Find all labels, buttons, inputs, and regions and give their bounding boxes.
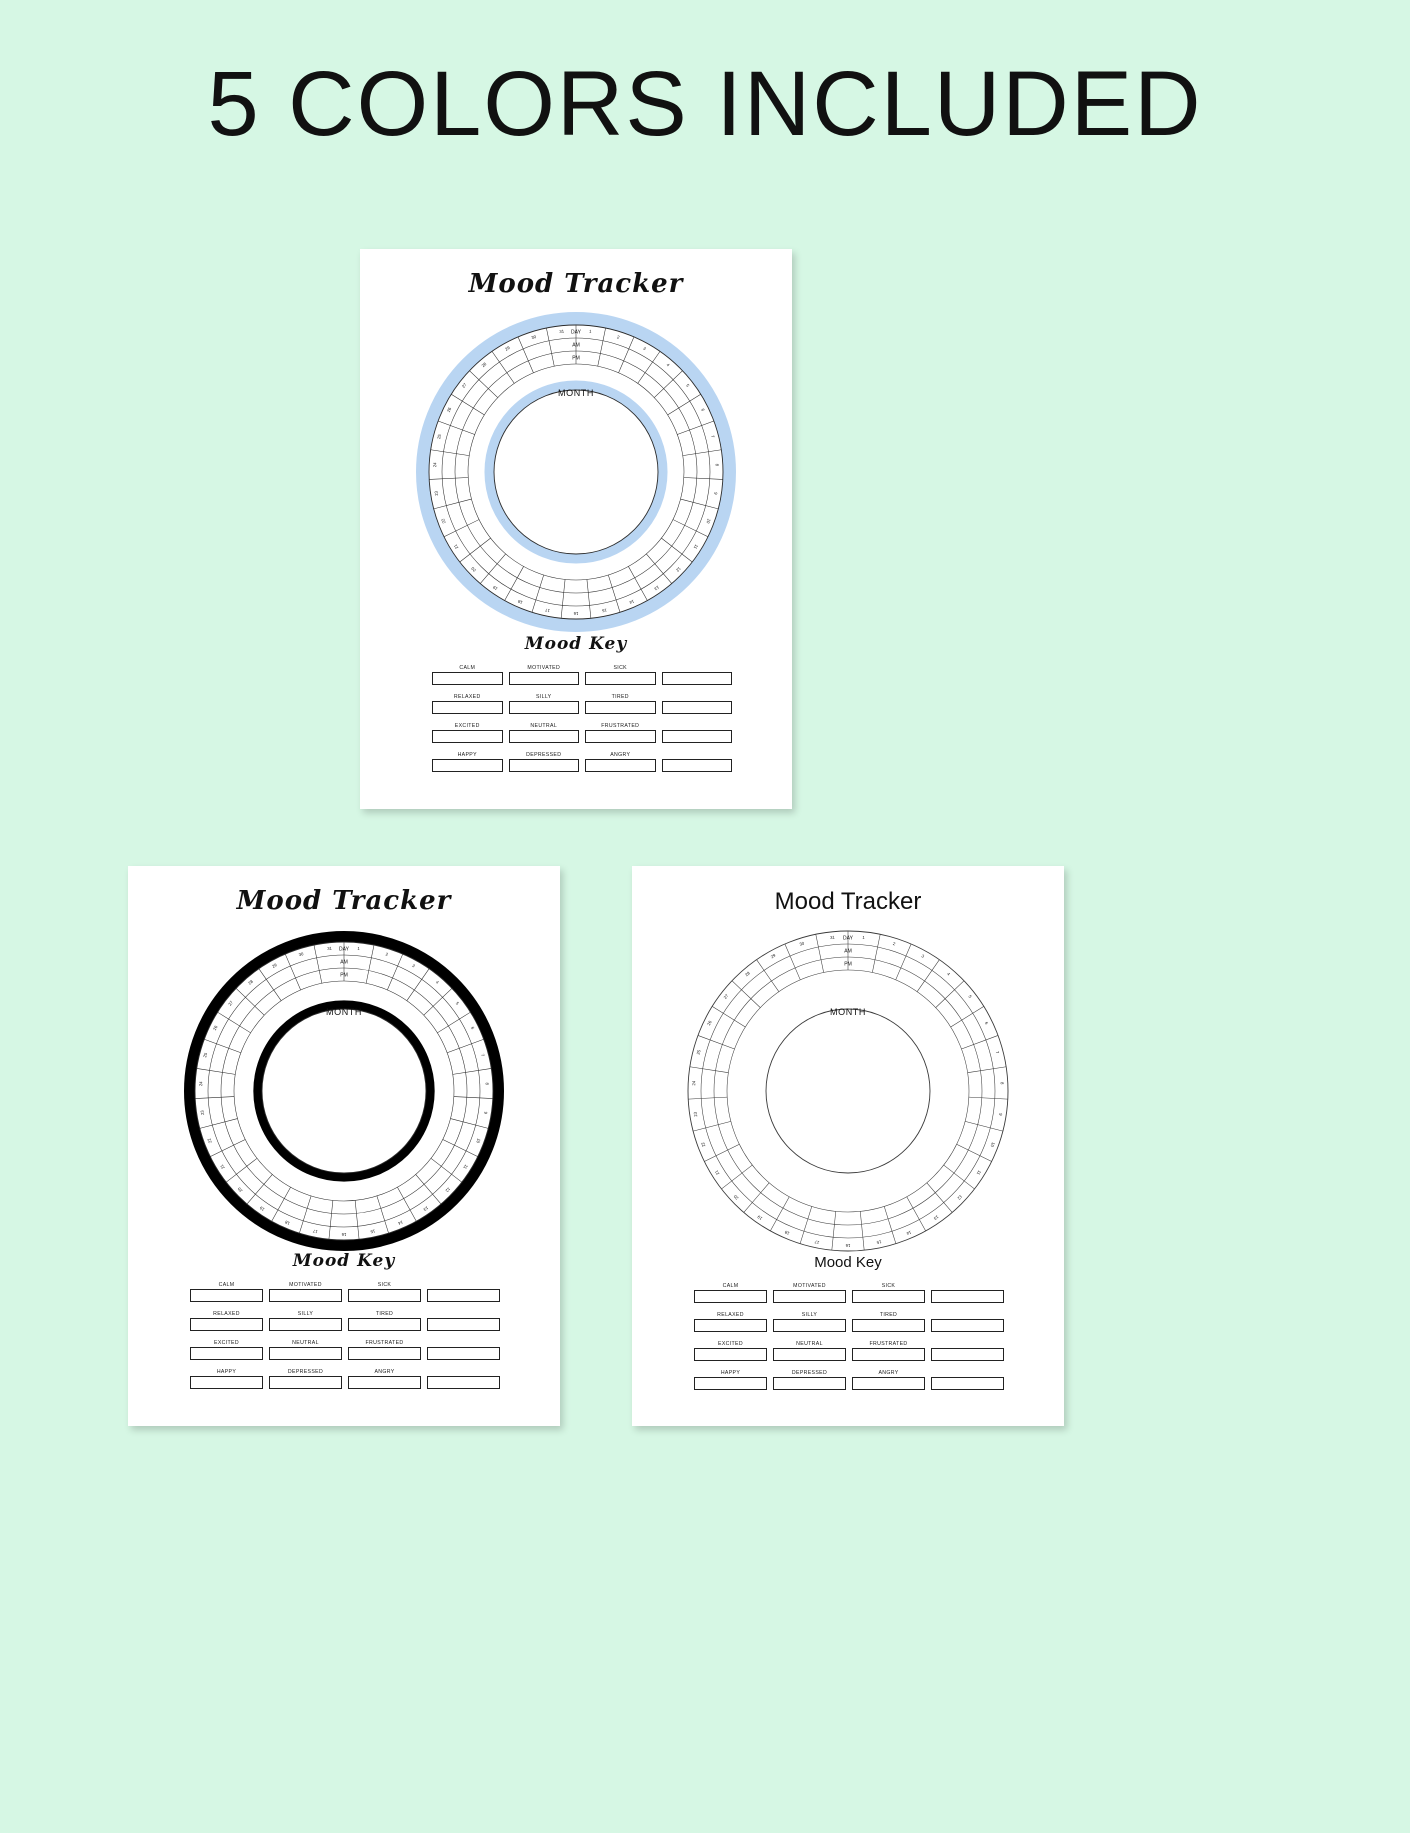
mood-tracker-sheet-blue — [360, 249, 792, 809]
mood-wheel — [683, 926, 1013, 1256]
mood-key-label: SILLY — [297, 1311, 314, 1317]
svg-text:DAY: DAY — [571, 329, 581, 336]
svg-text:AM: AM — [340, 959, 348, 966]
mood-key-label: DEPRESSED — [526, 752, 562, 758]
mood-key-color-box[interactable] — [427, 1376, 500, 1389]
svg-text:13: 13 — [422, 1205, 430, 1213]
svg-text:12: 12 — [956, 1193, 964, 1201]
mood-key-item — [773, 1311, 846, 1332]
mood-key-item — [694, 1340, 767, 1361]
mood-key-label: FRUSTRATED — [601, 723, 640, 729]
mood-key-label: RELAXED — [213, 1311, 240, 1317]
mood-key-label: RELAXED — [453, 694, 481, 700]
svg-text:6: 6 — [469, 1025, 476, 1031]
svg-text:PM: PM — [340, 972, 348, 979]
mood-wheel — [179, 926, 509, 1256]
svg-text:9: 9 — [483, 1111, 489, 1115]
mood-key-label: ANGRY — [374, 1369, 395, 1375]
svg-text:17: 17 — [814, 1239, 820, 1246]
mood-key-item — [694, 1369, 767, 1390]
svg-text:29: 29 — [769, 952, 777, 960]
mood-key-color-box[interactable] — [190, 1289, 263, 1302]
mood-key-color-box[interactable] — [269, 1318, 342, 1331]
svg-text:30: 30 — [530, 334, 537, 341]
svg-text:AM: AM — [844, 948, 852, 955]
mood-key-color-box[interactable] — [694, 1290, 767, 1303]
mood-key-label: FRUSTRATED — [869, 1341, 908, 1347]
svg-text:27: 27 — [460, 382, 468, 389]
svg-text:22: 22 — [206, 1137, 213, 1144]
mood-key-item — [662, 693, 733, 714]
month-label: MONTH — [830, 1007, 866, 1017]
svg-text:28: 28 — [480, 361, 488, 369]
svg-text:20: 20 — [470, 566, 477, 573]
svg-text:27: 27 — [722, 993, 730, 1000]
mood-key-label: ANGRY — [878, 1370, 899, 1376]
svg-text:17: 17 — [312, 1228, 318, 1235]
svg-text:DAY: DAY — [843, 935, 853, 942]
mood-key-item — [773, 1340, 846, 1361]
mood-tracker-sheet-plain — [632, 866, 1064, 1426]
mood-key-label: MOTIVATED — [793, 1283, 826, 1289]
svg-text:13: 13 — [653, 584, 661, 592]
svg-text:19: 19 — [756, 1214, 764, 1222]
mood-key-item — [931, 1282, 1004, 1303]
svg-text:21: 21 — [452, 543, 460, 551]
mood-key-color-box[interactable] — [662, 759, 733, 772]
mood-key-title: Mood Key — [814, 1254, 882, 1271]
svg-text:14: 14 — [397, 1219, 404, 1226]
mood-key-item — [190, 1339, 263, 1360]
month-label: MONTH — [558, 388, 594, 398]
mood-key-color-box[interactable] — [427, 1289, 500, 1302]
svg-text:17: 17 — [544, 607, 551, 614]
mood-wheel-svg — [683, 926, 1013, 1256]
svg-text:12: 12 — [444, 1186, 452, 1194]
mood-key-label: EXCITED — [454, 723, 480, 729]
svg-text:23: 23 — [199, 1110, 206, 1116]
mood-key-item — [931, 1369, 1004, 1390]
mood-key-color-box[interactable] — [852, 1348, 925, 1361]
svg-text:9: 9 — [997, 1112, 1004, 1116]
svg-text:3: 3 — [642, 345, 647, 352]
mood-key-color-box[interactable] — [348, 1376, 421, 1389]
svg-text:4: 4 — [946, 971, 952, 977]
mood-key-color-box[interactable] — [662, 701, 733, 714]
sheet-title: Mood Tracker — [774, 888, 922, 915]
mood-key-grid — [190, 1281, 500, 1389]
svg-text:16: 16 — [845, 1242, 851, 1248]
mood-key-label: ANGRY — [610, 752, 631, 758]
svg-text:14: 14 — [905, 1229, 913, 1237]
svg-text:30: 30 — [798, 940, 805, 947]
mood-key-item — [585, 751, 656, 772]
mood-key-label: CALM — [218, 1282, 235, 1288]
mood-key-color-box[interactable] — [662, 730, 733, 743]
mood-key-item — [931, 1340, 1004, 1361]
mood-key-color-box[interactable] — [773, 1290, 846, 1303]
mood-key-item — [509, 664, 580, 685]
svg-text:5: 5 — [685, 382, 691, 388]
mood-key-item — [773, 1369, 846, 1390]
mood-key-title: Mood Key — [292, 1251, 396, 1271]
sheet-title: Mood Tracker — [468, 269, 684, 299]
mood-key-color-box[interactable] — [931, 1319, 1004, 1332]
svg-text:10: 10 — [705, 518, 712, 525]
mood-key-item — [269, 1339, 342, 1360]
svg-text:PM: PM — [844, 961, 852, 968]
mood-key-color-box[interactable] — [509, 672, 580, 685]
svg-text:20: 20 — [236, 1186, 244, 1194]
svg-text:6: 6 — [983, 1020, 990, 1026]
svg-text:11: 11 — [692, 543, 700, 550]
svg-text:12: 12 — [675, 566, 682, 573]
svg-text:15: 15 — [601, 607, 608, 614]
mood-tracker-sheet-black — [128, 866, 560, 1426]
svg-text:24: 24 — [691, 1080, 697, 1086]
svg-text:29: 29 — [504, 345, 511, 352]
svg-text:8: 8 — [999, 1081, 1005, 1085]
mood-key-title: Mood Key — [524, 634, 628, 654]
svg-text:11: 11 — [975, 1169, 983, 1176]
svg-text:27: 27 — [227, 999, 235, 1007]
svg-text:10: 10 — [989, 1141, 996, 1148]
svg-text:23: 23 — [433, 490, 440, 497]
mood-key-color-box[interactable] — [852, 1290, 925, 1303]
svg-text:14: 14 — [628, 598, 635, 606]
svg-text:3: 3 — [920, 953, 926, 959]
svg-text:7: 7 — [994, 1050, 1001, 1055]
svg-text:25: 25 — [436, 433, 443, 440]
svg-text:8: 8 — [484, 1082, 490, 1086]
mood-key-color-box[interactable] — [773, 1377, 846, 1390]
svg-text:28: 28 — [247, 978, 254, 986]
mood-key-color-box[interactable] — [585, 759, 656, 772]
mood-key-color-box[interactable] — [931, 1348, 1004, 1361]
svg-text:15: 15 — [370, 1228, 376, 1235]
page-title: 5 COLORS INCLUDED — [207, 53, 1203, 155]
mood-key-item — [509, 693, 580, 714]
mood-key-color-box[interactable] — [269, 1289, 342, 1302]
mood-key-color-box[interactable] — [269, 1347, 342, 1360]
svg-text:28: 28 — [744, 970, 751, 978]
mood-key-color-box[interactable] — [348, 1289, 421, 1302]
mood-key-color-box[interactable] — [432, 730, 503, 743]
mood-wheel-svg — [179, 926, 509, 1256]
mood-key-item — [662, 751, 733, 772]
svg-text:7: 7 — [710, 434, 716, 439]
svg-text:31: 31 — [829, 934, 835, 941]
svg-text:24: 24 — [198, 1081, 204, 1087]
mood-key-item — [348, 1339, 421, 1360]
mood-key-item — [773, 1282, 846, 1303]
mood-key-color-box[interactable] — [931, 1377, 1004, 1390]
mood-key-label: FRUSTRATED — [365, 1340, 404, 1346]
mood-key-label: CALM — [459, 665, 476, 671]
mood-key-color-box[interactable] — [852, 1377, 925, 1390]
svg-text:15: 15 — [876, 1239, 882, 1246]
svg-text:30: 30 — [298, 951, 305, 958]
mood-key-item — [348, 1368, 421, 1389]
mood-key-item — [852, 1282, 925, 1303]
svg-text:19: 19 — [491, 584, 499, 592]
mood-key-grid — [432, 664, 732, 772]
mood-key-item — [432, 722, 503, 743]
mood-key-label: MOTIVATED — [527, 665, 561, 671]
svg-text:4: 4 — [665, 362, 671, 368]
mood-key-item — [427, 1281, 500, 1302]
mood-key-color-box[interactable] — [509, 701, 580, 714]
month-label: MONTH — [326, 1007, 362, 1017]
svg-text:18: 18 — [517, 598, 524, 606]
mood-key-color-box[interactable] — [190, 1318, 263, 1331]
svg-text:4: 4 — [434, 979, 440, 985]
svg-text:1: 1 — [357, 945, 360, 951]
svg-text:AM: AM — [572, 342, 580, 349]
svg-text:2: 2 — [616, 334, 621, 340]
svg-text:2: 2 — [892, 940, 897, 947]
mood-key-item — [269, 1281, 342, 1302]
mood-key-color-box[interactable] — [662, 672, 733, 685]
mood-key-item — [348, 1310, 421, 1331]
mood-key-label: NEUTRAL — [530, 723, 558, 729]
mood-key-item — [509, 722, 580, 743]
mood-key-color-box[interactable] — [427, 1318, 500, 1331]
svg-text:26: 26 — [445, 406, 453, 413]
mood-key-color-box[interactable] — [427, 1347, 500, 1360]
mood-key-label: HAPPY — [216, 1369, 237, 1375]
mood-key-color-box[interactable] — [432, 701, 503, 714]
svg-text:25: 25 — [695, 1049, 702, 1056]
mood-key-color-box[interactable] — [694, 1377, 767, 1390]
svg-text:18: 18 — [284, 1219, 291, 1226]
mood-key-color-box[interactable] — [585, 701, 656, 714]
mood-key-color-box[interactable] — [852, 1319, 925, 1332]
mood-key-color-box[interactable] — [509, 730, 580, 743]
mood-key-grid — [694, 1282, 1004, 1390]
mood-key-item — [269, 1310, 342, 1331]
mood-key-item — [269, 1368, 342, 1389]
svg-text:11: 11 — [462, 1163, 469, 1171]
svg-text:6: 6 — [700, 407, 706, 412]
svg-text:21: 21 — [713, 1169, 721, 1176]
svg-text:19: 19 — [258, 1205, 266, 1213]
mood-key-color-box[interactable] — [348, 1347, 421, 1360]
svg-text:29: 29 — [271, 962, 278, 969]
svg-text:PM: PM — [572, 355, 580, 362]
mood-key-item — [427, 1368, 500, 1389]
mood-key-item — [427, 1339, 500, 1360]
mood-key-label: TIRED — [375, 1311, 394, 1317]
svg-text:26: 26 — [706, 1019, 713, 1027]
mood-key-color-box[interactable] — [269, 1376, 342, 1389]
mood-key-item — [662, 722, 733, 743]
mood-key-color-box[interactable] — [190, 1347, 263, 1360]
mood-key-item — [190, 1310, 263, 1331]
mood-key-label: TIRED — [879, 1312, 898, 1318]
mood-key-label: DEPRESSED — [791, 1370, 828, 1376]
svg-text:20: 20 — [732, 1193, 740, 1201]
mood-key-color-box[interactable] — [432, 672, 503, 685]
mood-key-label: NEUTRAL — [796, 1341, 823, 1347]
mood-key-color-box[interactable] — [773, 1319, 846, 1332]
mood-key-item — [662, 664, 733, 685]
mood-key-color-box[interactable] — [585, 672, 656, 685]
mood-key-item — [852, 1311, 925, 1332]
mood-wheel-svg — [411, 307, 741, 637]
mood-key-item — [585, 693, 656, 714]
svg-text:10: 10 — [475, 1137, 482, 1144]
mood-key-label: TIRED — [611, 694, 629, 700]
mood-key-item — [432, 751, 503, 772]
mood-key-label: EXCITED — [718, 1341, 743, 1347]
mood-key-label: SILLY — [536, 694, 552, 700]
svg-text:8: 8 — [714, 463, 720, 467]
mood-key-label: SILLY — [801, 1312, 818, 1318]
mood-key-color-box[interactable] — [931, 1290, 1004, 1303]
mood-wheel — [411, 307, 741, 637]
mood-key-item — [190, 1368, 263, 1389]
mood-key-item — [585, 664, 656, 685]
mood-key-item — [432, 664, 503, 685]
mood-key-color-box[interactable] — [773, 1348, 846, 1361]
mood-key-color-box[interactable] — [190, 1376, 263, 1389]
svg-text:7: 7 — [480, 1053, 486, 1057]
svg-text:16: 16 — [573, 610, 579, 616]
mood-key-label: CALM — [722, 1283, 739, 1289]
svg-text:22: 22 — [700, 1141, 707, 1148]
sheet-title: Mood Tracker — [236, 886, 452, 916]
svg-text:31: 31 — [326, 945, 333, 952]
svg-text:5: 5 — [454, 1000, 461, 1006]
svg-text:26: 26 — [211, 1024, 219, 1032]
svg-text:3: 3 — [411, 962, 416, 969]
mood-key-label: RELAXED — [717, 1312, 744, 1318]
mood-key-item — [348, 1281, 421, 1302]
mood-key-item — [694, 1311, 767, 1332]
mood-key-label: HAPPY — [720, 1370, 741, 1376]
mood-key-color-box[interactable] — [694, 1319, 767, 1332]
svg-text:18: 18 — [783, 1229, 791, 1237]
svg-text:31: 31 — [559, 328, 565, 335]
mood-key-color-box[interactable] — [509, 759, 580, 772]
mood-key-label: MOTIVATED — [289, 1282, 322, 1288]
mood-key-label: HAPPY — [457, 752, 477, 758]
mood-key-color-box[interactable] — [585, 730, 656, 743]
mood-key-label: SICK — [377, 1282, 392, 1288]
mood-key-item — [694, 1282, 767, 1303]
svg-text:16: 16 — [341, 1231, 347, 1237]
mood-key-label: DEPRESSED — [287, 1369, 324, 1375]
svg-text:DAY: DAY — [339, 946, 349, 953]
mood-key-item — [585, 722, 656, 743]
mood-key-color-box[interactable] — [694, 1348, 767, 1361]
mood-key-color-box[interactable] — [348, 1318, 421, 1331]
svg-text:21: 21 — [218, 1163, 226, 1171]
svg-text:25: 25 — [202, 1052, 209, 1058]
mood-key-item — [852, 1369, 925, 1390]
svg-text:13: 13 — [932, 1214, 940, 1222]
mood-key-label: SICK — [881, 1283, 896, 1289]
svg-text:1: 1 — [862, 934, 866, 940]
mood-key-item — [852, 1340, 925, 1361]
svg-text:1: 1 — [588, 328, 592, 334]
mood-key-label: EXCITED — [214, 1340, 239, 1346]
svg-text:9: 9 — [713, 491, 719, 495]
svg-text:24: 24 — [432, 462, 438, 468]
mood-key-item — [432, 693, 503, 714]
mood-key-item — [427, 1310, 500, 1331]
svg-text:23: 23 — [692, 1111, 699, 1118]
mood-key-item — [190, 1281, 263, 1302]
mood-key-label: SICK — [613, 665, 627, 671]
svg-text:5: 5 — [967, 994, 973, 999]
mood-key-item — [931, 1311, 1004, 1332]
mood-key-label: NEUTRAL — [292, 1340, 319, 1346]
svg-text:22: 22 — [440, 518, 447, 525]
mood-key-color-box[interactable] — [432, 759, 503, 772]
svg-text:2: 2 — [385, 951, 389, 957]
mood-key-item — [509, 751, 580, 772]
